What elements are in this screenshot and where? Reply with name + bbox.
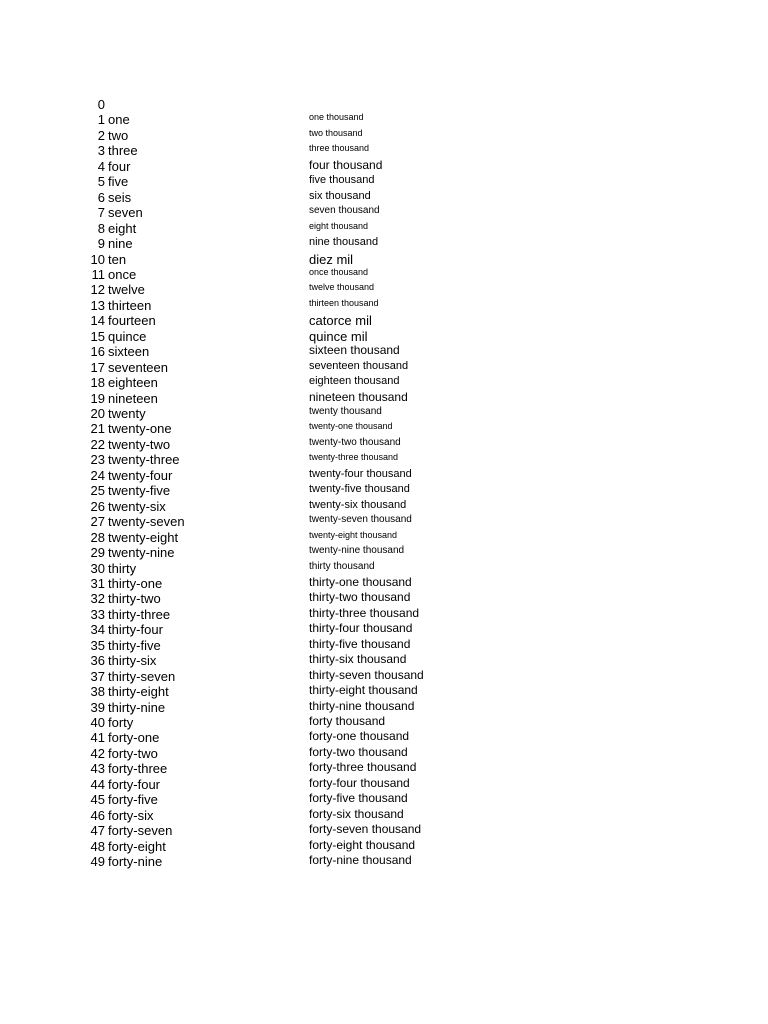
number-cell: 39 bbox=[90, 699, 105, 715]
thousand-cell: forty-two thousand bbox=[309, 744, 408, 759]
word-cell: one bbox=[108, 112, 130, 128]
thousand-cell: sixteen thousand bbox=[309, 343, 400, 358]
number-cell: 31 bbox=[90, 575, 105, 591]
number-cell: 34 bbox=[90, 622, 105, 638]
table-row bbox=[0, 744, 768, 760]
word-cell: three bbox=[108, 143, 138, 159]
number-cell: 10 bbox=[90, 251, 105, 267]
word-cell: forty-eight bbox=[108, 838, 166, 854]
thousand-cell: nineteen thousand bbox=[309, 389, 408, 404]
table-row bbox=[0, 636, 768, 652]
number-cell: 19 bbox=[90, 390, 105, 406]
thousand-cell: twenty thousand bbox=[309, 406, 382, 417]
number-cell: 48 bbox=[90, 838, 105, 854]
table-row bbox=[0, 698, 768, 714]
thousand-cell: thirty-three thousand bbox=[309, 605, 420, 620]
word-cell: twenty-eight bbox=[108, 529, 179, 545]
word-cell: sixteen bbox=[108, 344, 150, 360]
word-cell: forty bbox=[108, 715, 134, 730]
thousand-cell: thirty thousand bbox=[309, 560, 375, 572]
thousand-cell: thirty-eight thousand bbox=[309, 683, 418, 698]
word-cell: twenty-five bbox=[108, 483, 171, 499]
table-row bbox=[0, 589, 768, 605]
number-cell: 32 bbox=[90, 591, 105, 607]
thousand-cell: quince mil bbox=[309, 328, 368, 344]
number-cell: 21 bbox=[90, 421, 105, 437]
table-row bbox=[0, 620, 768, 636]
table-row bbox=[0, 466, 768, 482]
number-cell: 17 bbox=[90, 359, 105, 375]
thousand-cell: forty-seven thousand bbox=[309, 822, 422, 837]
word-cell: twenty-three bbox=[108, 452, 180, 468]
table-row bbox=[0, 311, 768, 327]
table-row bbox=[0, 528, 768, 544]
thousand-cell: one thousand bbox=[309, 112, 364, 123]
number-cell: 18 bbox=[90, 375, 105, 391]
word-cell: forty-nine bbox=[108, 854, 163, 870]
word-cell: twenty bbox=[108, 406, 146, 421]
thousand-cell: twenty-six thousand bbox=[309, 498, 407, 511]
thousand-cell: two thousand bbox=[309, 127, 363, 138]
thousand-cell: thirty-six thousand bbox=[309, 652, 407, 667]
table-row bbox=[0, 821, 768, 837]
thousand-cell: thirty-seven thousand bbox=[309, 667, 424, 682]
number-cell: 33 bbox=[90, 606, 105, 622]
table-row bbox=[0, 759, 768, 775]
table-row bbox=[0, 157, 768, 173]
table-row bbox=[0, 837, 768, 853]
table-row bbox=[0, 404, 768, 420]
word-cell: forty-two bbox=[108, 745, 158, 761]
number-cell: 5 bbox=[97, 174, 105, 190]
thousand-cell: thirty-five thousand bbox=[309, 636, 411, 651]
number-cell: 1 bbox=[97, 112, 105, 128]
table-row bbox=[0, 450, 768, 466]
word-cell: two bbox=[108, 127, 129, 143]
thousand-cell: thirty-nine thousand bbox=[309, 698, 415, 713]
word-cell: twenty-seven bbox=[108, 514, 185, 530]
number-cell: 2 bbox=[97, 127, 105, 143]
number-cell: 6 bbox=[97, 189, 105, 205]
number-cell: 23 bbox=[90, 452, 105, 468]
table-row bbox=[0, 95, 768, 111]
word-cell: thirty bbox=[108, 560, 137, 576]
table-row bbox=[0, 141, 768, 157]
thousand-cell: twenty-five thousand bbox=[309, 483, 410, 496]
thousand-cell: nine thousand bbox=[309, 236, 379, 249]
thousand-cell: six thousand bbox=[309, 189, 371, 202]
table-row bbox=[0, 574, 768, 590]
word-cell: twelve bbox=[108, 282, 145, 298]
number-cell: 42 bbox=[90, 745, 105, 761]
thousand-cell: four thousand bbox=[309, 157, 383, 172]
number-cell: 44 bbox=[90, 776, 105, 792]
word-cell: twenty-nine bbox=[108, 545, 175, 561]
table-row bbox=[0, 234, 768, 250]
word-cell: thirty-three bbox=[108, 606, 171, 622]
table-row bbox=[0, 342, 768, 358]
table-row bbox=[0, 543, 768, 559]
word-cell: thirty-five bbox=[108, 637, 161, 653]
number-cell: 49 bbox=[90, 854, 105, 870]
thousand-cell: twenty-nine thousand bbox=[309, 545, 405, 557]
word-cell: thirty-six bbox=[108, 653, 157, 669]
thousand-cell: forty-five thousand bbox=[309, 791, 408, 806]
number-cell: 9 bbox=[97, 236, 105, 252]
thousand-cell: forty-six thousand bbox=[309, 806, 404, 821]
word-cell: forty-seven bbox=[108, 823, 173, 839]
thousand-cell: twenty-two thousand bbox=[309, 436, 401, 448]
table-row bbox=[0, 481, 768, 497]
number-cell: 14 bbox=[90, 313, 105, 329]
table-row bbox=[0, 296, 768, 312]
table-row bbox=[0, 605, 768, 621]
table-row bbox=[0, 852, 768, 868]
word-cell: twenty-four bbox=[108, 467, 173, 483]
thousand-cell: forty-three thousand bbox=[309, 760, 417, 775]
table-row bbox=[0, 559, 768, 575]
number-cell: 35 bbox=[90, 637, 105, 653]
table-row bbox=[0, 110, 768, 126]
table-row bbox=[0, 219, 768, 235]
table-row bbox=[0, 265, 768, 281]
word-cell: nineteen bbox=[108, 390, 158, 406]
table-row bbox=[0, 667, 768, 683]
word-cell: four bbox=[108, 158, 131, 174]
number-cell: 24 bbox=[90, 467, 105, 483]
thousand-cell: forty thousand bbox=[309, 714, 386, 728]
table-row bbox=[0, 512, 768, 528]
word-cell: seis bbox=[108, 189, 132, 205]
thousand-cell: twenty-four thousand bbox=[309, 467, 412, 480]
number-cell: 26 bbox=[90, 498, 105, 514]
thousand-cell: catorce mil bbox=[309, 313, 372, 329]
number-cell: 37 bbox=[90, 668, 105, 684]
number-cell: 28 bbox=[90, 529, 105, 545]
word-cell: thirty-seven bbox=[108, 668, 176, 684]
thousand-cell: diez mil bbox=[309, 251, 354, 267]
table-row bbox=[0, 280, 768, 296]
table-row bbox=[0, 373, 768, 389]
table-row bbox=[0, 389, 768, 405]
word-cell: ten bbox=[108, 251, 127, 267]
word-cell: five bbox=[108, 174, 129, 190]
table-row bbox=[0, 419, 768, 435]
number-cell: 29 bbox=[90, 545, 105, 561]
number-cell: 47 bbox=[90, 823, 105, 839]
number-cell: 4 bbox=[97, 158, 105, 174]
thousand-cell: twenty-eight thousand bbox=[309, 529, 398, 540]
number-cell: 11 bbox=[91, 266, 105, 282]
thousand-cell: forty-one thousand bbox=[309, 729, 410, 744]
number-cell: 15 bbox=[90, 328, 105, 344]
thousand-cell: forty-eight thousand bbox=[309, 837, 416, 852]
word-cell: forty-six bbox=[108, 807, 154, 823]
word-cell: eighteen bbox=[108, 375, 158, 391]
word-cell: twenty-one bbox=[108, 421, 172, 437]
word-cell: nine bbox=[108, 236, 133, 252]
table-row bbox=[0, 172, 768, 188]
thousand-cell: five thousand bbox=[309, 174, 375, 187]
table-row bbox=[0, 713, 768, 729]
word-cell: forty-three bbox=[108, 761, 168, 777]
table-row bbox=[0, 358, 768, 374]
table-row bbox=[0, 497, 768, 513]
table-row bbox=[0, 728, 768, 744]
word-cell: thirty-two bbox=[108, 591, 161, 607]
number-cell: 20 bbox=[90, 406, 105, 421]
word-cell: forty-five bbox=[108, 792, 158, 808]
word-cell: thirteen bbox=[108, 297, 152, 313]
number-cell: 41 bbox=[90, 730, 105, 746]
word-cell: thirty-eight bbox=[108, 684, 169, 700]
table-row bbox=[0, 651, 768, 667]
thousand-cell: thirty-four thousand bbox=[309, 621, 413, 636]
thousand-cell: thirteen thousand bbox=[309, 297, 379, 308]
table-row bbox=[0, 775, 768, 791]
word-cell: twenty-two bbox=[108, 436, 171, 452]
thousand-cell: thirty-two thousand bbox=[309, 590, 411, 605]
number-cell: 12 bbox=[90, 282, 105, 298]
table-row bbox=[0, 435, 768, 451]
thousand-cell: seven thousand bbox=[309, 205, 380, 217]
word-cell: seventeen bbox=[108, 359, 168, 375]
word-cell: eight bbox=[108, 220, 137, 236]
table-row bbox=[0, 126, 768, 142]
table-row bbox=[0, 203, 768, 219]
number-cell: 36 bbox=[90, 653, 105, 669]
thousand-cell: thirty-one thousand bbox=[309, 574, 412, 589]
number-cell: 7 bbox=[97, 205, 105, 221]
thousand-cell: twenty-seven thousand bbox=[309, 514, 412, 526]
thousand-cell: three thousand bbox=[309, 143, 370, 154]
number-cell: 38 bbox=[90, 684, 105, 700]
word-cell: once bbox=[108, 266, 137, 282]
number-cell: 40 bbox=[90, 715, 105, 730]
word-cell: seven bbox=[108, 205, 143, 221]
table-row bbox=[0, 188, 768, 204]
thousand-cell: forty-four thousand bbox=[309, 775, 410, 790]
table-row bbox=[0, 327, 768, 343]
word-cell: twenty-six bbox=[108, 498, 166, 514]
number-cell: 46 bbox=[90, 807, 105, 823]
table-row bbox=[0, 682, 768, 698]
thousand-cell: forty-nine thousand bbox=[309, 853, 412, 868]
thousand-cell: eighteen thousand bbox=[309, 375, 400, 388]
table-row bbox=[0, 806, 768, 822]
number-cell: 27 bbox=[90, 514, 105, 530]
word-cell: thirty-four bbox=[108, 622, 163, 638]
thousand-cell: once thousand bbox=[309, 266, 369, 277]
word-cell: fourteen bbox=[108, 313, 156, 329]
number-cell: 8 bbox=[97, 220, 105, 236]
thousand-cell: eight thousand bbox=[309, 220, 369, 231]
number-cell: 45 bbox=[90, 792, 105, 808]
word-cell: forty-four bbox=[108, 776, 161, 792]
number-cell: 16 bbox=[90, 344, 105, 360]
word-cell: forty-one bbox=[108, 730, 160, 746]
number-cell: 22 bbox=[90, 436, 105, 452]
word-cell: thirty-nine bbox=[108, 699, 166, 715]
number-cell: 25 bbox=[90, 483, 105, 499]
table-row bbox=[0, 790, 768, 806]
table-row bbox=[0, 250, 768, 266]
number-cell: 13 bbox=[90, 297, 105, 313]
number-cell: 30 bbox=[90, 560, 105, 576]
thousand-cell: seventeen thousand bbox=[309, 359, 409, 372]
word-cell: quince bbox=[108, 328, 147, 344]
word-cell: thirty-one bbox=[108, 575, 163, 591]
thousand-cell: twelve thousand bbox=[309, 282, 375, 293]
number-cell: 3 bbox=[97, 143, 105, 159]
number-cell: 43 bbox=[90, 761, 105, 777]
thousand-cell: twenty-three thousand bbox=[309, 452, 399, 463]
thousand-cell: twenty-one thousand bbox=[309, 421, 393, 432]
number-cell: 0 bbox=[97, 97, 105, 112]
